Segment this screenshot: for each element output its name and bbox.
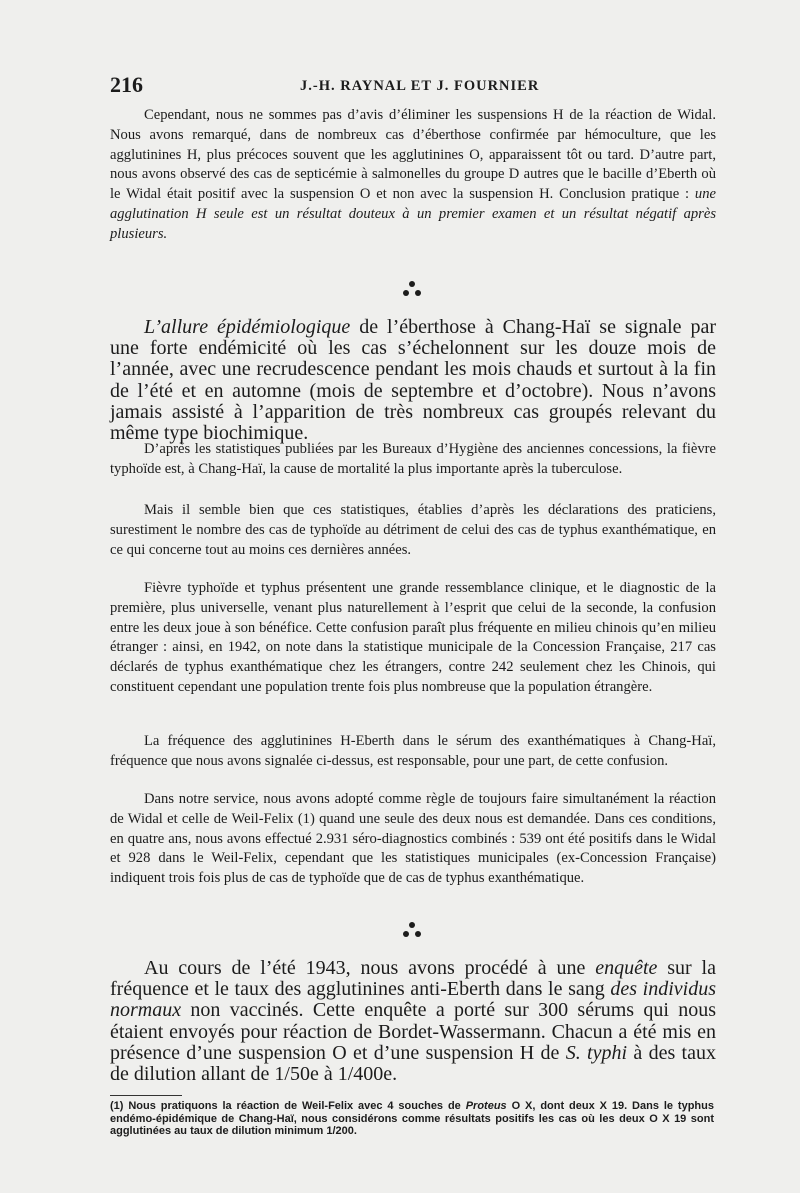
emphasis-individus: des individus normaux bbox=[110, 978, 716, 1022]
paragraph-statistics bbox=[110, 440, 716, 480]
footnote-emphasis: Proteus bbox=[465, 1100, 507, 1112]
emphasis-enquete: enquête bbox=[595, 957, 658, 979]
paragraph-text: Cependant, nous ne sommes pas d’avis d’éliminer les suspensions H de la réaction de Widal. Nous avons remarqué, dans de nombreux cas d’éberthose confirmée par hémoculture, que les agglutinines H, plus précoces souvent que les agglutinines O, apparaissent tôt ou tard. D’autre part, nous avons observé des cas de septicémie à salmonelles du groupe D autres que le bacille d’Eberth où le Widal était positif avec la suspension O et non avec la suspension H. Conclusion pratique : bbox=[110, 107, 716, 203]
page-header bbox=[110, 72, 716, 98]
practical-conclusion: une agglutination H seule est un résultat douteux à un premier examen et un résultat négatif après plusieurs. bbox=[110, 186, 716, 242]
paragraph-confusion bbox=[110, 579, 716, 698]
epidemiology-lead: L’allure épidémiologique bbox=[144, 316, 351, 338]
paragraph-text: D’après les statistiques publiées par les Bureaux d’Hygiène des anciennes concessions, la fièvre typhoïde est, à Chang-Haï, la cause de mortalité la plus importante après la tuberculose. bbox=[110, 441, 716, 477]
footnote: (1) Nous pratiquons la réaction de Weil-Felix avec 4 souches de Proteus O X, dont deux X 19. Dans le typhus endémo-épidémique de Chang-Haï, nous considérons comme résultats positifs les cas où les deux O X 19 sont agglutinées au taux de dilution minimum 1/200. bbox=[110, 1100, 714, 1138]
paragraph-text: de l’éberthose à Chang-Haï se signale par une forte endémicité où les cas s’échelonnent sur les douze mois de l’année, avec une recrudescence pendant les mois chauds et surtout à la fin de l’été et en automne (mois de septembre et d’octobre). Nous n’avons jamais assisté à l’apparition de très nombreux cas groupés relevant du même type biochimique. bbox=[110, 316, 717, 445]
paragraph-overestimation bbox=[110, 501, 716, 560]
paragraph-service bbox=[110, 790, 716, 889]
paragraph-survey: Au cours de l’été 1943, nous avons procédé à une enquête sur la fréquence et le taux des agglutinines anti-Eberth dans le sang des individus normaux non vaccinés. Cette enquête a porté sur 300 sérums qui nous étaient envoyés pour réaction de Bordet-Wassermann. Chacun a été mis en présence d’une suspension O et d’une suspension H de S. typhi à des taux de dilution allant de 1/50e à 1/400e. bbox=[110, 957, 716, 1086]
page-number: 216 bbox=[110, 72, 143, 97]
paragraph-text: Fièvre typhoïde et typhus présentent une grande ressemblance clinique, et le diagnostic de la première, plus universelle, venant plus naturellement à l’esprit que celui de la seconde, la confusion entre les deux joue à son bénéfice. Cette confusion paraît plus fréquente en milieu chinois qu’en milieu étranger : ainsi, en 1942, on note dans la statistique municipale de la Concession Française, 217 cas déclarés de typhus exanthématique chez les étrangers, contre 242 seulement chez les Chinois, qui constituent cependant une population trente fois plus nombreuse que la population étrangère. bbox=[110, 580, 716, 695]
section-separator-stars bbox=[400, 281, 430, 303]
paragraph-text: Mais il semble bien que ces statistiques, établies d’après les déclarations des praticiens, surestiment le nombre des cas de typhoïde au détriment de celui des cas de typhus exanthématique, en ce qui concerne tout au moins ces dernières années. bbox=[110, 502, 716, 558]
running-title: J.-H. RAYNAL ET J. FOURNIER bbox=[300, 78, 540, 94]
footnote-rule bbox=[110, 1095, 182, 1096]
paragraph-widal bbox=[110, 106, 716, 245]
paragraph-text: La fréquence des agglutinines H-Eberth dans le sérum des exanthématiques à Chang-Haï, fréquence que nous avons signalée ci-dessus, est responsable, pour une part, de cette confusion. bbox=[110, 733, 716, 769]
emphasis-species: S. typhi bbox=[565, 1041, 628, 1064]
paragraph-agglutinins bbox=[110, 732, 716, 772]
paragraph-epidemiology bbox=[110, 317, 716, 444]
section-separator-stars bbox=[400, 922, 430, 944]
paragraph-text: Dans notre service, nous avons adopté comme règle de toujours faire simultanément la réaction de Widal et celle de Weil-Felix (1) quand une seule des deux nous est demandée. Dans ces conditions, en quatre ans, nous avons effectué 2.931 séro-diagnostics combinés : 539 ont été positifs dans le Widal et 928 dans le Weil-Felix, cependant que les statistiques municipales (ex-Concession Française) indiquent trois fois plus de cas de typhoïde que de cas de typhus exanthématique. bbox=[110, 791, 716, 887]
